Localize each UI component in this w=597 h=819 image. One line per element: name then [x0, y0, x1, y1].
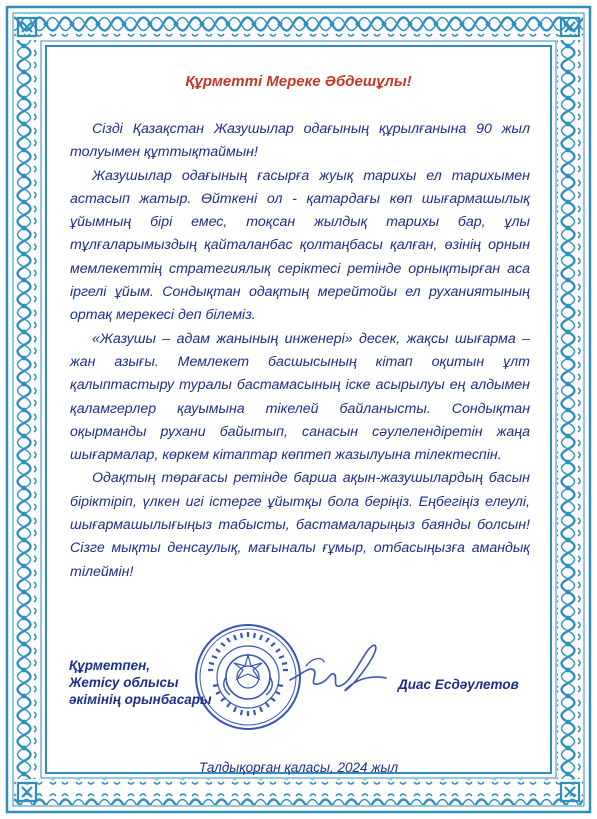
paragraph-1: Сізді Қазақстан Жазушылар одағының құрылғанына 90 жыл толуымен құттықтаймын! — [70, 121, 530, 161]
paragraph-4: Одақтың төрағасы ретінде барша ақын-жазушылардың басын біріктіріп, үлкен игі істерге ұйытқы бола беріңіз. Еңбегіңіз елеулі, шығармашылығыңыз табысты, бастамаларыңыз баянды болсын! Сізге мықты денсаулық, мағыналы ғұмыр, отбасыңызға амандық тілеймін! — [70, 470, 530, 580]
paragraph-2: Жазушылар одағының ғасырға жуық тарихы ел тарихымен астасып жатыр. Өйткені ол - қатардағы көп шығармашылық ұйымның бірі емес, тоқсан жылдық тарихы бар, ұлы тұлғаларымыздың қайталанбас қолтаңбасы қалған, өзінің орнын мемлекеттің стратегиялық серіктесі ретінде орнықтырған аса іргелі ұйым. Сондықтан одақтың мерейтойы ел руханиятының ортақ мерекесі деп білеміз. — [70, 167, 530, 324]
closing-regards: Құрметпен, — [69, 658, 151, 673]
place-and-year: Талдықорған қаласы, 2024 жыл — [198, 760, 399, 775]
paragraph-3: «Жазушы – адам жанының инженері» десек, жақсы шығарма – жан азығы. Мемлекет басшысының кітап оқитын ұлт қалыптастыру туралы бастамасының іске асырылуы ең алдымен қаламгерлер қауымына тікелей байланысты. Сондықтан оқырманды рухани байытып, санасын сәулелендіретін жаңа шығармалар, көркем кітаптар көптеп жазылуына тілектеспін. — [70, 330, 530, 464]
closing-region: Жетісу облысы — [69, 675, 179, 690]
closing-block — [69, 657, 211, 708]
closing-position: әкімінің орынбасары — [69, 692, 212, 707]
letter-body — [70, 118, 530, 584]
handwritten-signature-icon — [288, 636, 388, 696]
signer-name: Диас Есдәулетов — [398, 677, 519, 692]
salutation: Құрметті Мереке Әбдешұлы! — [185, 73, 412, 90]
